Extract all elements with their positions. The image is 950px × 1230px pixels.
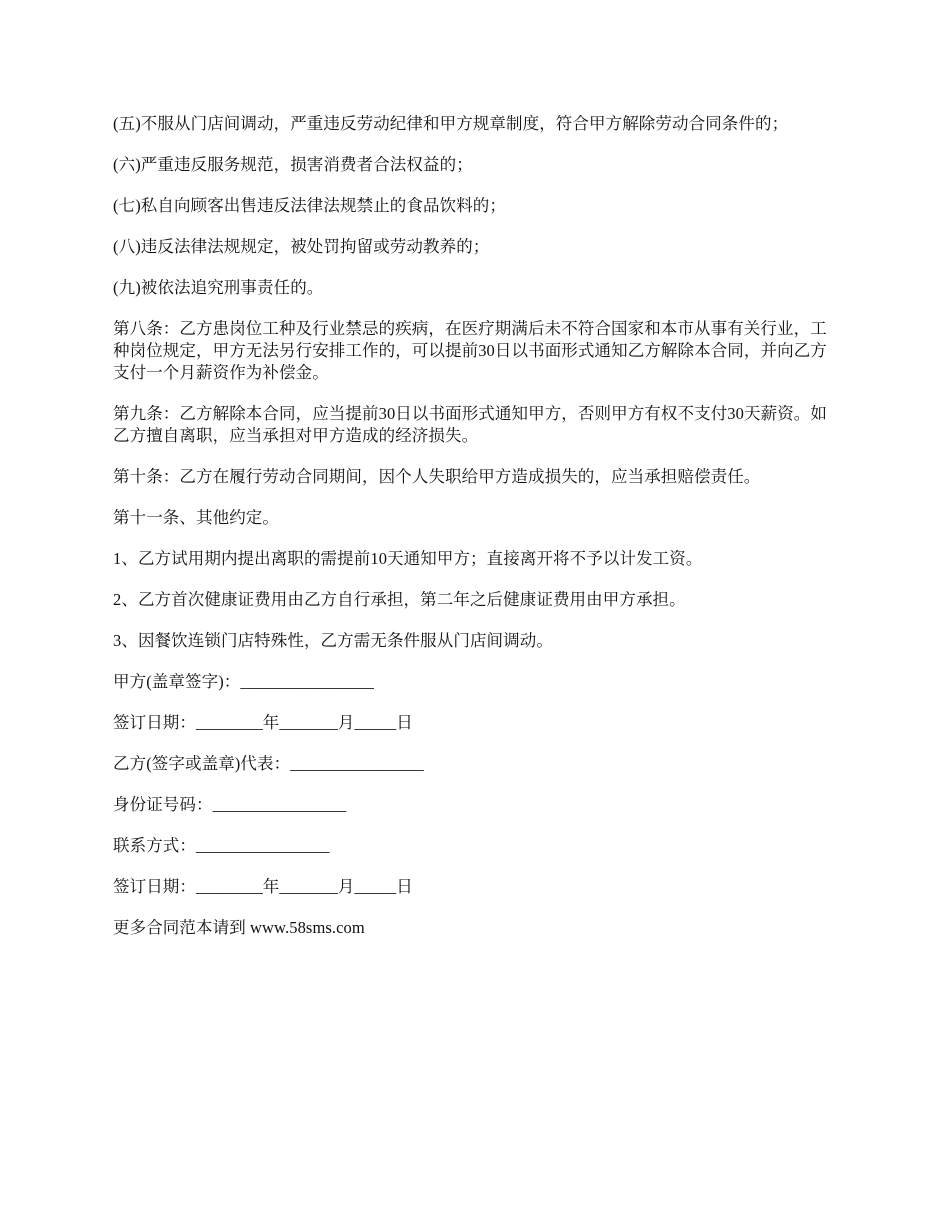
clause-item-9: (九)被依法追究刑事责任的。: [113, 278, 324, 297]
party-a-signature-line: 甲方(盖章签字)：________________: [113, 672, 374, 691]
id-number-line: 身份证号码：________________: [113, 795, 347, 814]
article-9: 第九条：乙方解除本合同，应当提前30日以书面形式通知甲方，否则甲方有权不支付30天薪资。如乙方擅自离职，应当承担对甲方造成的经济损失。: [113, 404, 827, 445]
other-agreement-3: 3、因餐饮连锁门店特殊性，乙方需无条件服从门店间调动。: [113, 631, 553, 650]
signing-date-line-1: 签订日期：________年_______月_____日: [113, 713, 413, 732]
footer-promo-text: 更多合同范本请到 www.58sms.com: [113, 918, 365, 937]
party-b-signature-line: 乙方(签字或盖章)代表：________________: [113, 754, 424, 773]
article-8: 第八条：乙方患岗位工种及行业禁忌的疾病，在医疗期满后未不符合国家和本市从事有关行业，工种岗位规定，甲方无法另行安排工作的，可以提前30日以书面形式通知乙方解除本合同，并向乙方支付一个月薪资作为补偿金。: [113, 319, 827, 382]
clause-item-8: (八)违反法律法规规定，被处罚拘留或劳动教养的；: [113, 237, 490, 256]
clause-item-5: (五)不服从门店间调动，严重违反劳动纪律和甲方规章制度，符合甲方解除劳动合同条件的；: [113, 114, 789, 133]
signing-date-line-2: 签订日期：________年_______月_____日: [113, 877, 413, 896]
article-11-heading: 第十一条、其他约定。: [113, 508, 279, 527]
other-agreement-2: 2、乙方首次健康证费用由乙方自行承担，第二年之后健康证费用由甲方承担。: [113, 590, 686, 609]
clause-item-7: (七)私自向顾客出售违反法律法规禁止的食品饮料的；: [113, 196, 506, 215]
other-agreement-1: 1、乙方试用期内提出离职的需提前10天通知甲方；直接离开将不予以计发工资。: [113, 549, 703, 568]
clause-item-6: (六)严重违反服务规范，损害消费者合法权益的；: [113, 155, 473, 174]
contact-line: 联系方式：________________: [113, 836, 330, 855]
document-body: [113, 113, 837, 958]
article-10: 第十条：乙方在履行劳动合同期间，因个人失职给甲方造成损失的，应当承担赔偿责任。: [113, 467, 761, 486]
